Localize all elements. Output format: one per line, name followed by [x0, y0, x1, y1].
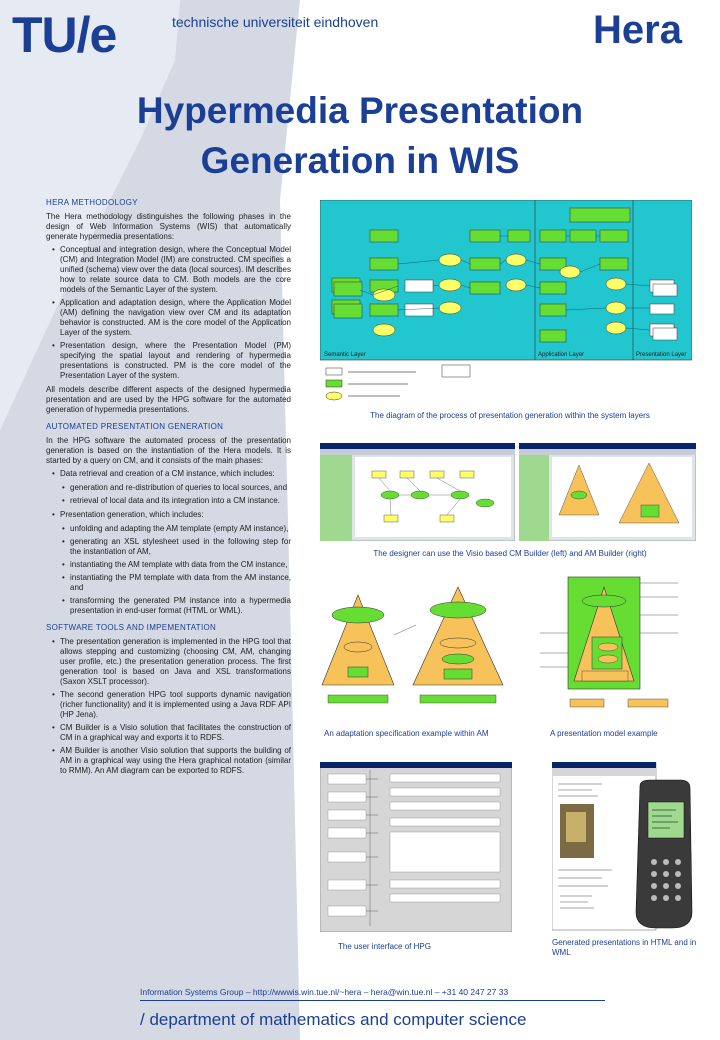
generated-presentations-screenshot	[552, 762, 696, 932]
methodology-intro: The Hera methodology distinguishes the following phases in the design of Web Information Systems (WIS) that automatically generate hypermedia presentations:	[46, 212, 291, 241]
presentation-model-diagram	[528, 575, 694, 723]
methodology-list	[46, 245, 291, 381]
list-item: • generating an XSL stylesheet used in the following step for the instantiation of AM,	[70, 537, 291, 557]
list-item: • Application and adaptation design, where the Application Model (AM) defining the navigation view over CM and its adaptation behavior is constructed. AM is the core model of the Application Layer of the system.	[60, 298, 291, 338]
list-item: • Presentation generation, which includes:	[60, 510, 291, 520]
title-line-2: Generation in WIS	[200, 140, 520, 181]
list-item: • Presentation design, where the Presentation Model (PM) specifying the spatial layout and rendering of hypermedia presentations is constructed. PM is the core model of the Presentation Layer of the system.	[60, 341, 291, 381]
tools-list	[46, 637, 291, 776]
automated-intro: In the HPG software the automated process of the presentation generation is based on the instantiation of the Hera models. It is started by a query on CM, and it consists of the main phases:	[46, 436, 291, 465]
am-builder-screenshot	[519, 443, 696, 541]
list-item: • retrieval of local data and its integration into a CM instance.	[70, 496, 291, 506]
list-item: • CM Builder is a Visio solution that facilitates the construction of CM in a graphical way and exports it to RDFS.	[60, 723, 291, 743]
list-item: • unfolding and adapting the AM template (empty AM instance),	[70, 524, 291, 534]
layer-label-presentation: Presentation Layer	[636, 352, 687, 358]
list-item: • The presentation generation is implemented in the HPG tool that allows stepping and customizing (choosing CM, AM, changing user profile, etc.) the presentation generation process. The first generation tool is based on Java and XSL transformations (Saxon XSLT processor).	[60, 637, 291, 687]
automated-sublist-1	[46, 483, 291, 506]
list-item: • generation and re-distribution of queries to local sources, and	[70, 483, 291, 493]
caption-presentation-model: A presentation model example	[550, 729, 658, 738]
list-item: • transforming the generated PM instance into a hypermedia presentation in end-user format (HTML or WML).	[70, 596, 291, 616]
list-item: • instantiating the AM template with data from the CM instance,	[70, 560, 291, 570]
tue-logo: TU/e	[12, 7, 117, 63]
automated-sublist-2	[46, 524, 291, 616]
caption-generated-presentations: Generated presentations in HTML and in WML	[552, 938, 697, 957]
list-item: • The second generation HPG tool supports dynamic navigation (richer functionality) and it is implemented using a Java RDF API (HP Jena).	[60, 690, 291, 720]
text-column	[46, 198, 291, 780]
section-heading-methodology: HERA METHODOLOGY	[46, 198, 138, 207]
list-item: • AM Builder is another Visio solution that supports the building of AM in a graphical way using the Hera graphical notation (similar to RMM). An AM diagram can be exported to RDFS.	[60, 746, 291, 776]
footer-divider	[140, 1000, 605, 1001]
list-item: • instantiating the PM template with data from the AM instance, and	[70, 573, 291, 593]
caption-process-diagram: The diagram of the process of presentation generation within the system layers	[370, 411, 650, 420]
hera-brand: Hera	[593, 8, 682, 52]
section-heading-tools: SOFTWARE TOOLS AND IMPEMENTATION	[46, 623, 217, 632]
caption-hpg-ui: The user interface of HPG	[338, 942, 431, 951]
list-item: • Conceptual and integration design, where the Conceptual Model (CM) and Integration Model (IM) are constructed. CM specifies a unified (schema) view over the data (local sources). IM describes how to relate source data to CM. Both models are the core models of the Semantic Layer of the system.	[60, 245, 291, 295]
cm-builder-screenshot	[320, 443, 515, 541]
automated-list-2	[46, 510, 291, 520]
department-name: / department of mathematics and computer science	[140, 1010, 527, 1029]
adaptation-spec-diagram	[318, 575, 518, 721]
caption-adaptation-spec: An adaptation specification example within AM	[324, 729, 489, 738]
layer-label-application: Application Layer	[538, 352, 585, 358]
methodology-outro: All models describe different aspects of the designed hypermedia presentation and are used by the HPG software for the automated generation of hypermedia presentations.	[46, 385, 291, 414]
contact-line: Information Systems Group – http://wwwis.win.tue.nl/~hera – hera@win.tue.nl – +31 40 247 27 33	[140, 987, 509, 997]
process-diagram	[320, 200, 692, 405]
caption-visio-builders: The designer can use the Visio based CM Builder (left) and AM Builder (right)	[373, 549, 647, 558]
automated-list	[46, 469, 291, 479]
section-heading-automated: AUTOMATED PRESENTATION GENERATION	[46, 422, 224, 431]
list-item: • Data retrieval and creation of a CM instance, which includes:	[60, 469, 291, 479]
layer-label-semantic: Semantic Layer	[324, 352, 366, 358]
title-line-1: Hypermedia Presentation	[136, 90, 584, 131]
hpg-ui-screenshot	[320, 762, 512, 932]
page-title	[60, 86, 660, 186]
university-name: technische universiteit eindhoven	[172, 14, 379, 30]
